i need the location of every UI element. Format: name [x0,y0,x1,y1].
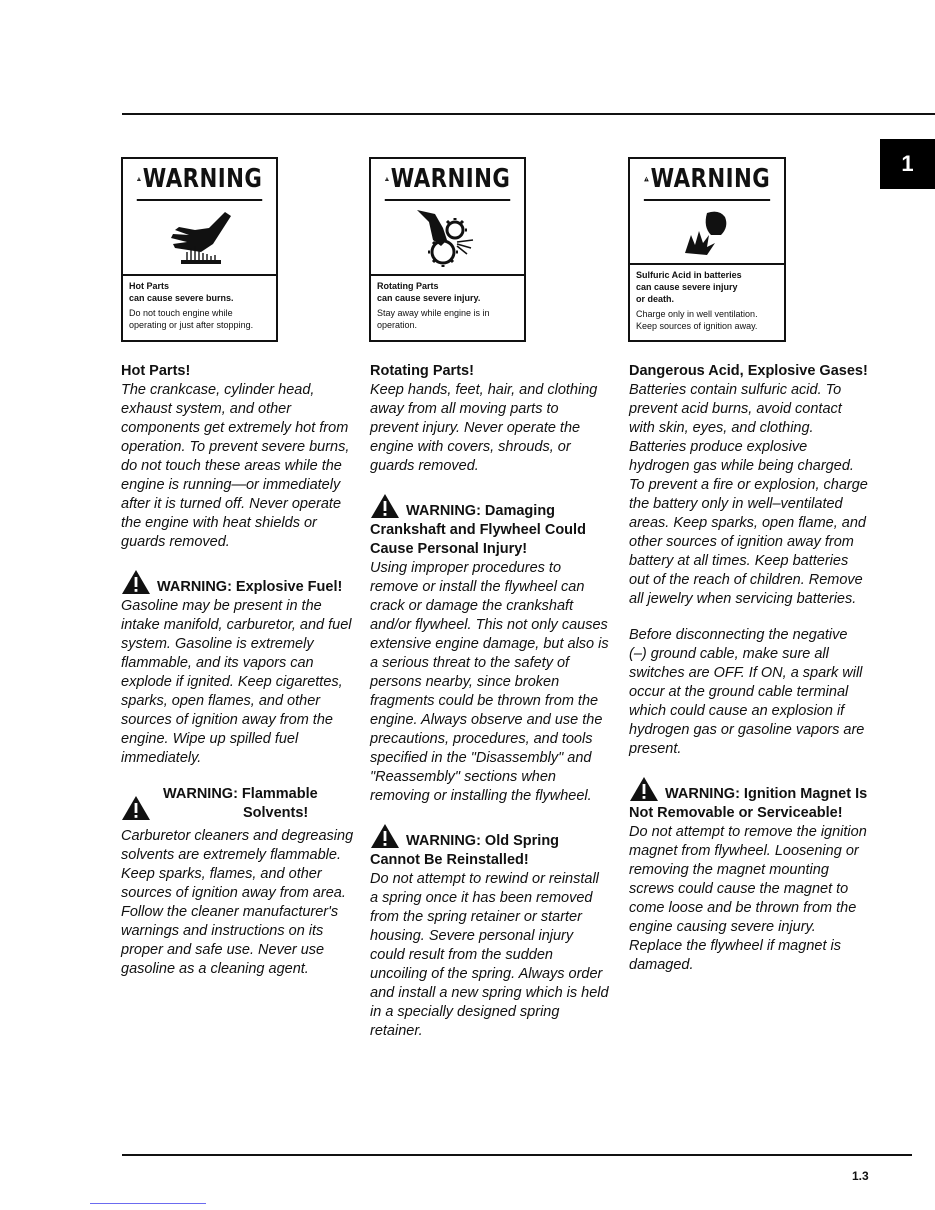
warning-label-battery-acid [628,157,786,342]
rotating-gears-hand-icon [371,201,524,276]
warning-triangle-icon [629,776,659,802]
warning-triangle-icon [121,569,151,595]
section-body: Gasoline may be present in the intake manifold, carburetor, and fuel system. Gasoline is extremely flammable, and its vapors can explode if ignited. Keep cigarettes, sparks, open flames, and other sources of ignition away from the engine. Wipe up spilled fuel immediately. [121,598,352,766]
section-title: WARNING: Ignition Magnet Is Not Removable or Serviceable! [629,786,868,821]
header-rule [122,113,935,115]
warning-triangle-icon [644,168,649,190]
section-body: Keep hands, feet, hair, and clothing away from all moving parts to prevent injury. Never operate the engine with covers, shrouds, or guards removed. [370,382,598,474]
chapter-number: 1 [901,151,914,176]
warning-triangle-icon [137,168,141,190]
warning-label-header: WARNING [137,159,262,201]
hot-surface-hand-icon [123,201,276,276]
section-body: Before disconnecting the negative (–) ground cable, make sure all switches are OFF. If ON, a spark will occur at the ground cable terminal which could cause an explosion if hydrogen gas or gasoline vapors are present. [629,627,865,757]
footer-rule [122,1154,912,1156]
section-body: Using improper procedures to remove or install the flywheel can crack or damage the crankshaft and/or flywheel. This not only causes extensive engine damage, but also is a serious threat to the safety of persons nearby, since broken fragments could be thrown from the engine. Always observe and use the precautions, procedures, and tools specified in the "Disassembly" and "Reassembly" sections when removing or installing the flywheel. [370,560,609,804]
section-title: WARNING: Explosive Fuel! [157,579,343,595]
section-explosive-fuel [121,569,361,768]
section-title: Rotating Parts! [370,363,474,379]
section-hot-parts [121,362,361,552]
section-title: Hot Parts! [121,363,191,379]
page-number: 1.3 [852,1169,869,1183]
label-consequence-cont: or death. [636,294,675,304]
warning-label-rotating-parts [369,157,526,342]
column-middle [370,362,610,1058]
section-body: The crankcase, cylinder head, exhaust system, and other components get extremely hot from operation. To prevent severe burns, do not touch these areas while the engine is running—or immediately after it is turned off. Never operate the engine with heat shields or guards removed. [121,382,350,550]
section-flammable-solvents [121,785,361,979]
section-rotating-parts [370,362,610,476]
section-title-cont: Solvents! [243,805,309,821]
label-hazard: Sulfuric Acid in batteries [636,270,742,280]
warning-label-header: WARNING [385,159,510,201]
section-acid-gases [629,362,869,609]
warning-triangle-icon [370,493,400,519]
warning-triangle-icon [370,823,400,849]
warning-label-header: WARNING [644,159,770,201]
warning-label-hot-parts [121,157,278,342]
warning-triangle-icon [385,168,389,190]
section-ignition-magnet [629,776,869,975]
section-body: Do not attempt to rewind or reinstall a spring once it has been removed from the spring retainer or starter housing. Severe personal injury could result from the sudden uncoiling of the spring. Always order and install a new spring which is held in a specially designed spring retainer. [370,871,609,1039]
section-body: Do not attempt to remove the ignition magnet from flywheel. Loosening or removing the magnet mounting screws could cause the magnet to come loose and be thrown from the engine causing severe injury. Replace the flywheel if magnet is damaged. [629,824,867,973]
section-title: WARNING: Flammable [163,786,318,802]
label-consequence: can cause severe injury. [377,293,481,303]
label-instruction: Do not touch engine while operating or just after stopping. [129,308,254,330]
section-title: WARNING: Damaging Crankshaft and Flywheel Could Cause Personal Injury! [370,503,586,557]
column-left [121,362,361,996]
section-title: Dangerous Acid, Explosive Gases! [629,363,868,379]
label-consequence: can cause severe burns. [129,293,234,303]
section-title: WARNING: Old Spring Cannot Be Reinstalled! [370,833,560,868]
chapter-tab [880,139,935,189]
label-instruction: Charge only in well ventilation. Keep sources of ignition away. [636,309,758,331]
label-hazard: Rotating Parts [377,281,439,291]
label-consequence: can cause severe injury [636,282,738,292]
label-hazard: Hot Parts [129,281,170,291]
section-old-spring [370,823,610,1041]
section-ground-cable [629,626,869,759]
section-body: Batteries contain sulfuric acid. To prevent acid burns, avoid contact with skin, eyes, and clothing. Batteries produce explosive hydrogen gas while being charged. To prevent a fire or explosion, charge the battery only in well–ventilated areas. Keep sparks, open flame, and other sources of ignition away from battery at all times. Keep batteries out of the reach of children. Remove all jewelry when servicing batteries. [629,382,868,607]
warning-triangle-icon [121,795,151,821]
section-damaging-crankshaft [370,493,610,806]
battery-acid-explosion-icon [630,201,784,265]
section-body: Carburetor cleaners and degreasing solvents are extremely flammable. Keep sparks, flames, and other sources of ignition away from area. Follow the cleaner manufacturer's warnings and instructions on its proper and safe use. Never use gasoline as a cleaning agent. [121,828,354,977]
column-right [629,362,869,992]
label-instruction: Stay away while engine is in operation. [377,308,490,330]
link-underline [90,1203,206,1204]
